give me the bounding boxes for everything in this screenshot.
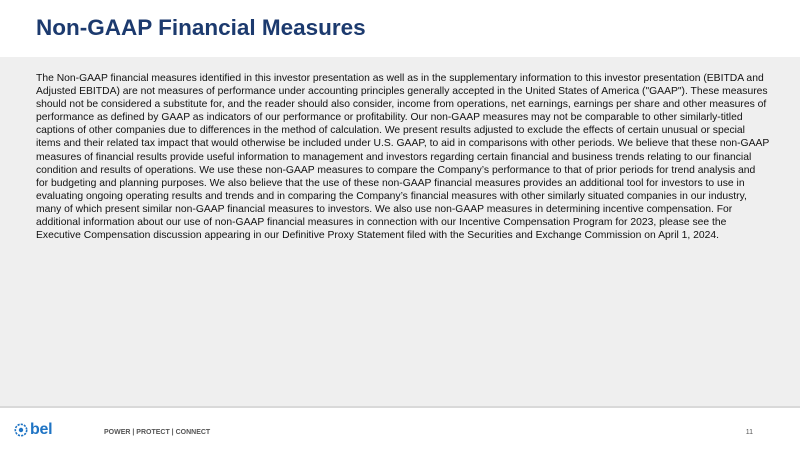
page-title: Non-GAAP Financial Measures (36, 15, 366, 40)
bel-logo (14, 421, 52, 439)
page-number: 11 (745, 429, 753, 436)
logo-text: bel (30, 421, 53, 438)
disclaimer-paragraph: The Non-GAAP financial measures identified in this investor presentation as well as in the supplementary information to this investor presentation (EBITDA and Adjusted EBITDA) are not measures of performance under accounting principles generally accepted in the United States of America ("GAAP"). These measures should not be considered a substitute for, and the reader should also consider, income from operations, net earnings, earnings per share and other measures of performance as defined by GAAP as indicators of our performance or profitability. Our non-GAAP measures may not be comparable to other similarly-titled captions of other companies due to differences in the method of calculation. We present results adjusted to exclude the effects of certain unusual or special items and their related tax impact that would otherwise be included under U.S. GAAP, to aid in comparisons with other periods. We believe that these non-GAAP measures of financial results provide useful information to management and investors regarding certain financial and business trends relating to our financial condition and results of operations. We use these non-GAAP measures to compare the Company’s performance to that of prior periods for trend analysis and for budgeting and planning purposes. We also believe that the use of these non-GAAP financial measures provides an additional tool for investors to use in evaluating ongoing operating results and trends and in comparing the Company’s financial measures with other similarly situated companies in our industry, many of which present similar non-GAAP financial measures to investors. We also use non-GAAP measures in determining incentive compensation. For additional information about our use of non-GAAP financial measures in connection with our Incentive Compensation Program for 2023, please see the Executive Compensation discussion appearing in our Definitive Proxy Statement filed with the Securities and Exchange Commission on April 1, 2024. (36, 73, 770, 242)
bel-logo-icon (14, 423, 28, 437)
company-tagline: POWER | PROTECT | CONNECT (104, 429, 211, 436)
